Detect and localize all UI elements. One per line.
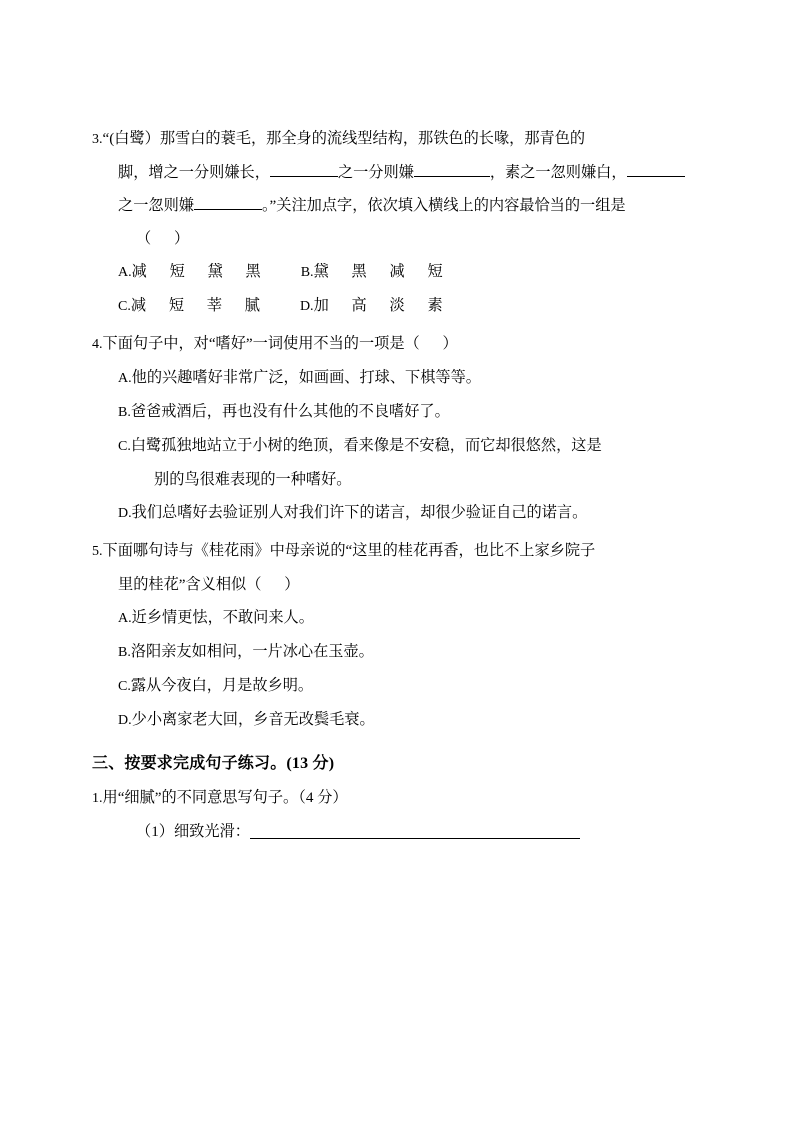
answer-blank-3[interactable] bbox=[627, 176, 685, 177]
question-3-line-2 bbox=[92, 156, 712, 189]
option-d-label: D. bbox=[118, 506, 132, 521]
question-5-option-b[interactable] bbox=[92, 635, 712, 669]
question-3-line-3 bbox=[92, 189, 712, 222]
option-c-text[interactable]: 减 短 莘 腻 bbox=[130, 297, 260, 314]
item-1-text: 用“细腻”的不同意思写句子。（4 分） bbox=[102, 789, 348, 806]
answer-write-line-1[interactable] bbox=[250, 838, 580, 839]
question-3-text-5: 之一忽则嫌 bbox=[118, 197, 194, 214]
section-three bbox=[92, 747, 712, 848]
option-c-label: C. bbox=[118, 439, 131, 454]
question-4-option-b[interactable] bbox=[92, 395, 712, 429]
question-4-option-c-cont bbox=[92, 463, 712, 496]
option-d-label: D. bbox=[299, 299, 314, 314]
question-4-stem bbox=[92, 327, 712, 361]
option-d-label: D. bbox=[118, 713, 132, 728]
item-1-number: 1. bbox=[92, 791, 103, 806]
option-a-label: A. bbox=[118, 611, 132, 626]
question-4-option-a[interactable] bbox=[92, 361, 712, 395]
option-b-text: 爸爸戒酒后，再也没有什么其他的不良嗜好了。 bbox=[130, 403, 450, 420]
page-content bbox=[92, 122, 712, 852]
option-a-label: A. bbox=[118, 265, 132, 280]
option-a-text: 他的兴趣嗜好非常广泛，如画画、打球、下棋等等。 bbox=[131, 369, 481, 386]
question-4 bbox=[92, 327, 712, 530]
option-a-label: A. bbox=[118, 371, 132, 386]
subitem-1-label: （1）细致光滑： bbox=[136, 823, 250, 840]
option-a-text: 近乡情更怯，不敢问来人。 bbox=[131, 609, 314, 626]
question-3-text-6: 。”关注加点字，依次填入横线上的内容最恰当的一组是 bbox=[261, 197, 626, 214]
question-3-text-2: 脚，增之一分则嫌长， bbox=[118, 164, 270, 181]
question-5-stem-text-1: 下面哪句诗与《桂花雨》中母亲说的“这里的桂花再香，也比不上家乡院子 bbox=[102, 542, 596, 559]
option-d-text: 少小离家老大回，乡音无改鬓毛衰。 bbox=[131, 711, 375, 728]
question-3-number: 3. bbox=[92, 132, 103, 147]
option-c-text-continued: 别的鸟很难表现的一种嗜好。 bbox=[154, 471, 352, 488]
question-4-stem-text: 下面句子中，对“嗜好”一词使用不当的一项是（ ） bbox=[102, 335, 458, 352]
option-b-label: B. bbox=[118, 645, 131, 660]
question-5 bbox=[92, 534, 712, 737]
option-b-text[interactable]: 黛 黑 减 短 bbox=[313, 263, 443, 280]
answer-blank-2[interactable] bbox=[414, 176, 490, 177]
question-5-option-a[interactable] bbox=[92, 601, 712, 635]
section-three-subitem-1 bbox=[92, 815, 712, 848]
question-3-options-row-2 bbox=[92, 289, 712, 323]
question-5-option-c[interactable] bbox=[92, 669, 712, 703]
question-4-option-c[interactable] bbox=[92, 429, 712, 463]
section-three-item-1 bbox=[92, 781, 712, 815]
question-5-stem-text-2: 里的桂花”含义相似（ ） bbox=[118, 576, 300, 593]
question-3 bbox=[92, 122, 712, 323]
question-5-stem-line-2[interactable] bbox=[92, 568, 712, 601]
section-three-points: (13 分) bbox=[286, 755, 335, 772]
section-three-heading bbox=[92, 747, 712, 781]
question-4-option-d[interactable] bbox=[92, 496, 712, 530]
option-c-text: 白鹭孤独地站立于小树的绝顶，看来像是不安稳，而它却很悠然，这是 bbox=[130, 437, 602, 454]
question-3-answer-paren[interactable]: （ ） bbox=[136, 230, 190, 247]
section-three-title: 三、按要求完成句子练习。 bbox=[92, 755, 287, 772]
question-3-text-4: ，素之一忽则嫌白， bbox=[489, 164, 627, 181]
question-5-stem-line-1 bbox=[92, 534, 712, 568]
option-b-text: 洛阳亲友如相问，一片冰心在玉壶。 bbox=[130, 643, 374, 660]
option-c-text: 露从今夜白，月是故乡明。 bbox=[130, 677, 314, 694]
question-4-number: 4. bbox=[92, 337, 103, 352]
option-d-text[interactable]: 加 高 淡 素 bbox=[313, 297, 443, 314]
option-d-text: 我们总嗜好去验证别人对我们许下的诺言，却很少验证自己的诺言。 bbox=[131, 504, 588, 521]
question-5-option-d[interactable] bbox=[92, 703, 712, 737]
answer-blank-1[interactable] bbox=[270, 176, 338, 177]
option-c-label: C. bbox=[118, 679, 131, 694]
option-b-label: B. bbox=[300, 265, 314, 280]
option-b-label: B. bbox=[118, 405, 131, 420]
answer-blank-4[interactable] bbox=[194, 209, 262, 210]
question-3-options-row-1 bbox=[92, 255, 712, 289]
option-a-text[interactable]: 减 短 黛 黑 bbox=[131, 263, 261, 280]
question-3-text-1: “(白鹭）那雪白的蓑毛，那全身的流线型结构，那铁色的长喙，那青色的 bbox=[102, 130, 586, 147]
question-3-text-3: 之一分则嫌 bbox=[337, 164, 414, 181]
question-5-number: 5. bbox=[92, 544, 103, 559]
question-3-line-1 bbox=[92, 122, 712, 156]
option-c-label: C. bbox=[118, 299, 131, 314]
